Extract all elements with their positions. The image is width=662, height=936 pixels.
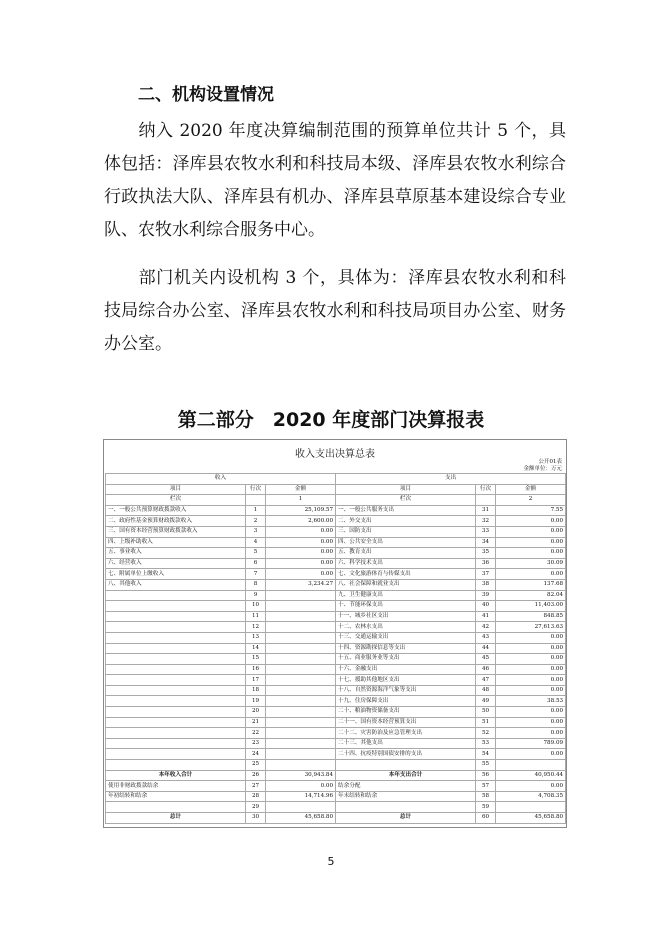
expense-amount-cell: 0.00 [496,664,566,675]
expense-item-cell: 二、外交支出 [336,516,476,527]
income-amount-cell: 2,600.00 [266,516,336,527]
expense-item-cell: 八、社会保障和就业支出 [336,579,476,590]
income-item-cell: 三、国有资本经营预算财政拨款收入 [106,526,246,537]
expense-row-no-cell: 43 [476,632,496,643]
expense-item-cell: 本年支出合计 [336,770,476,781]
income-amount-cell [266,664,336,675]
income-row-no-cell: 22 [246,728,266,739]
expense-section-label: 支出 [336,474,566,485]
expense-item-cell: 二十一、国有资本经营预算支出 [336,717,476,728]
expense-item-cell: 十九、住房保障支出 [336,696,476,707]
table-row [106,537,566,548]
expense-amount-cell: 137.68 [496,579,566,590]
expense-item-cell: 十五、商业服务业等支出 [336,654,476,665]
income-row-no-cell: 23 [246,738,266,749]
index-row-no-left [246,495,266,506]
income-amount-cell [266,802,336,813]
expense-amount-cell: 0.00 [496,685,566,696]
income-row-no-cell: 27 [246,781,266,792]
income-item-cell [106,707,246,718]
income-item-cell: 二、政府性基金预算财政拨款收入 [106,516,246,527]
income-row-no-cell: 8 [246,579,266,590]
expense-item-cell: 六、科学技术支出 [336,558,476,569]
expense-amount-cell: 848.85 [496,611,566,622]
expense-row-no-cell: 57 [476,781,496,792]
paragraph-internal-departments [104,262,566,361]
income-item-cell [106,654,246,665]
expense-item-cell: 五、教育支出 [336,548,476,559]
income-row-no-cell: 30 [246,813,266,824]
expense-amount-cell: 30.09 [496,558,566,569]
expense-item-cell: 二十三、其他支出 [336,738,476,749]
income-row-no-cell: 17 [246,675,266,686]
expense-amount-cell: 0.00 [496,526,566,537]
income-expense-table [105,473,566,824]
index-item-right: 栏次 [336,495,476,506]
header-amount-right: 金额 [496,484,566,495]
income-amount-cell [266,717,336,728]
table-row [106,791,566,802]
income-item-cell [106,685,246,696]
page-number: 5 [327,855,335,868]
table-row [106,781,566,792]
expense-item-cell: 十二、农林水支出 [336,622,476,633]
income-amount-cell [266,601,336,612]
table-row [106,728,566,739]
expense-amount-cell: 82.04 [496,590,566,601]
income-row-no-cell: 1 [246,505,266,516]
expense-row-no-cell: 38 [476,579,496,590]
expense-amount-cell: 0.00 [496,717,566,728]
index-amount-right: 2 [496,495,566,506]
table-row [106,664,566,675]
income-item-cell [106,622,246,633]
table-row [106,643,566,654]
part-title: 第二部分 2020 年度部门决算报表 [177,409,485,431]
income-amount-cell [266,622,336,633]
paragraph-budget-units-text: 纳入 2020 年度决算编制范围的预算单位共计 5 个，具体包括：泽库县农牧水利和科技局本级、泽库县农牧水利综合行政执法大队、泽库县有机办、泽库县草原基本建设综合专业队、农牧水利综合服务中心。 [104,121,566,240]
expense-item-cell: 十六、金融支出 [336,664,476,675]
income-amount-cell [266,590,336,601]
income-amount-cell [266,675,336,686]
header-item-left: 项目 [106,484,246,495]
expense-amount-cell: 45,658.80 [496,813,566,824]
table-row [106,738,566,749]
income-item-cell [106,760,246,771]
table-row [106,526,566,537]
table-title: 收入支出决算总表 [295,449,375,460]
income-row-no-cell: 13 [246,632,266,643]
table-column-header-row [106,484,566,495]
income-row-no-cell: 21 [246,717,266,728]
table-row [106,760,566,771]
income-item-cell [106,802,246,813]
expense-amount-cell: 0.00 [496,654,566,665]
expense-row-no-cell: 51 [476,717,496,728]
table-row [106,558,566,569]
income-row-no-cell: 26 [246,770,266,781]
expense-amount-cell: 7.55 [496,505,566,516]
expense-item-cell: 二十二、灾害防治及应急管理支出 [336,728,476,739]
income-amount-cell: 45,658.80 [266,813,336,824]
income-row-no-cell: 29 [246,802,266,813]
table-row [106,675,566,686]
expense-item-cell: 十、节能环保支出 [336,601,476,612]
expense-amount-cell: 0.00 [496,516,566,527]
income-row-no-cell: 9 [246,590,266,601]
income-row-no-cell: 12 [246,622,266,633]
income-amount-cell: 0.00 [266,537,336,548]
header-amount-left: 金额 [266,484,336,495]
income-item-cell [106,601,246,612]
income-item-cell: 四、上级补助收入 [106,537,246,548]
income-row-no-cell: 24 [246,749,266,760]
expense-item-cell: 一、一般公共服务支出 [336,505,476,516]
paragraph-budget-units [104,115,566,247]
income-amount-cell: 0.00 [266,548,336,559]
expense-item-cell: 结余分配 [336,781,476,792]
expense-row-no-cell: 47 [476,675,496,686]
expense-row-no-cell: 45 [476,654,496,665]
income-row-no-cell: 15 [246,654,266,665]
income-row-no-cell: 11 [246,611,266,622]
income-amount-cell [266,749,336,760]
income-item-cell: 五、事业收入 [106,548,246,559]
income-amount-cell: 14,714.96 [266,791,336,802]
header-row-no-left: 行次 [246,484,266,495]
income-item-cell [106,611,246,622]
expense-row-no-cell: 36 [476,558,496,569]
income-row-no-cell: 18 [246,685,266,696]
table-row [106,717,566,728]
table-row [106,622,566,633]
expense-row-no-cell: 55 [476,760,496,771]
income-item-cell: 六、经营收入 [106,558,246,569]
income-amount-cell [266,643,336,654]
income-item-cell [106,728,246,739]
table-row [106,516,566,527]
expense-row-no-cell: 54 [476,749,496,760]
header-row-no-right: 行次 [476,484,496,495]
expense-amount-cell [496,760,566,771]
expense-item-cell: 十七、援助其他地区支出 [336,675,476,686]
income-item-cell: 七、附属单位上缴收入 [106,569,246,580]
expense-row-no-cell: 40 [476,601,496,612]
income-row-no-cell: 20 [246,707,266,718]
table-row [106,611,566,622]
income-item-cell [106,749,246,760]
table-row [106,505,566,516]
income-item-cell: 年初结转和结余 [106,791,246,802]
table-section-header-row [106,474,566,485]
expense-amount-cell: 0.00 [496,749,566,760]
income-item-cell [106,696,246,707]
income-row-no-cell: 28 [246,791,266,802]
expense-item-cell: 二十四、抗疫特别国债安排的支出 [336,749,476,760]
income-row-no-cell: 4 [246,537,266,548]
income-item-cell [106,664,246,675]
income-item-cell: 本年收入合计 [106,770,246,781]
expense-item-cell: 七、文化旅游体育与传媒支出 [336,569,476,580]
expense-row-no-cell: 31 [476,505,496,516]
expense-item-cell: 二十、粮油物资储备支出 [336,707,476,718]
expense-row-no-cell: 34 [476,537,496,548]
expense-amount-cell: 11,403.00 [496,601,566,612]
income-amount-cell [266,685,336,696]
income-amount-cell: 25,109.57 [266,505,336,516]
expense-amount-cell: 0.00 [496,632,566,643]
table-row [106,802,566,813]
income-amount-cell [266,632,336,643]
income-row-no-cell: 5 [246,548,266,559]
expense-amount-cell: 0.00 [496,707,566,718]
income-amount-cell [266,707,336,718]
expense-row-no-cell: 50 [476,707,496,718]
income-row-no-cell: 10 [246,601,266,612]
table-row [106,579,566,590]
income-amount-cell: 0.00 [266,569,336,580]
expense-row-no-cell: 44 [476,643,496,654]
expense-amount-cell: 0.00 [496,781,566,792]
income-row-no-cell: 2 [246,516,266,527]
income-amount-cell [266,738,336,749]
expense-row-no-cell: 46 [476,664,496,675]
income-item-cell: 总计 [106,813,246,824]
income-row-no-cell: 14 [246,643,266,654]
expense-amount-cell: 40,950.44 [496,770,566,781]
index-amount-left: 1 [266,495,336,506]
income-item-cell: 一、一般公共预算财政拨款收入 [106,505,246,516]
income-expense-table-sheet [103,439,567,828]
table-row [106,569,566,580]
expense-item-cell: 十四、资源勘探信息等支出 [336,643,476,654]
income-item-cell [106,643,246,654]
expense-item-cell [336,802,476,813]
table-row [106,654,566,665]
expense-item-cell: 十一、城乡社区支出 [336,611,476,622]
income-amount-cell: 30,943.84 [266,770,336,781]
table-row [106,601,566,612]
expense-amount-cell: 789.09 [496,738,566,749]
expense-item-cell: 十八、自然资源海洋气象等支出 [336,685,476,696]
table-row [106,685,566,696]
income-item-cell: 八、其他收入 [106,579,246,590]
expense-item-cell: 十三、交通运输支出 [336,632,476,643]
income-amount-cell [266,696,336,707]
expense-amount-cell: 0.00 [496,675,566,686]
income-row-no-cell: 3 [246,526,266,537]
income-row-no-cell: 6 [246,558,266,569]
expense-amount-cell: 0.00 [496,643,566,654]
expense-row-no-cell: 32 [476,516,496,527]
expense-row-no-cell: 33 [476,526,496,537]
expense-row-no-cell: 56 [476,770,496,781]
income-amount-cell [266,611,336,622]
table-row [106,813,566,824]
expense-amount-cell: 0.00 [496,569,566,580]
income-item-cell [106,717,246,728]
expense-row-no-cell: 60 [476,813,496,824]
expense-amount-cell: 0.00 [496,728,566,739]
expense-amount-cell: 38.53 [496,696,566,707]
expense-row-no-cell: 39 [476,590,496,601]
income-row-no-cell: 19 [246,696,266,707]
expense-row-no-cell: 35 [476,548,496,559]
expense-item-cell: 总计 [336,813,476,824]
table-column-index-row [106,495,566,506]
expense-row-no-cell: 42 [476,622,496,633]
expense-row-no-cell: 52 [476,728,496,739]
table-unit: 金额单位：万元 [523,466,562,472]
income-row-no-cell: 7 [246,569,266,580]
income-amount-cell: 3,234.27 [266,579,336,590]
index-row-no-right [476,495,496,506]
expense-amount-cell [496,802,566,813]
table-row [106,548,566,559]
expense-item-cell [336,760,476,771]
income-section-label: 收入 [106,474,336,485]
income-amount-cell [266,654,336,665]
income-amount-cell: 0.00 [266,558,336,569]
income-item-cell [106,738,246,749]
paragraph-internal-departments-text: 部门机关内设机构 3 个，具体为：泽库县农牧水利和科技局综合办公室、泽库县农牧水利和科技局项目办公室、财务办公室。 [104,268,566,354]
table-row [106,770,566,781]
expense-amount-cell: 0.00 [496,548,566,559]
index-item-left: 栏次 [106,495,246,506]
section-heading: 二、机构设置情况 [138,85,274,105]
income-row-no-cell: 16 [246,664,266,675]
expense-row-no-cell: 37 [476,569,496,580]
table-row [106,707,566,718]
expense-amount-cell: 27,613.63 [496,622,566,633]
income-amount-cell: 0.00 [266,526,336,537]
expense-item-cell: 四、公共安全支出 [336,537,476,548]
expense-row-no-cell: 53 [476,738,496,749]
income-amount-cell: 0.00 [266,781,336,792]
table-row [106,590,566,601]
table-row [106,749,566,760]
income-item-cell [106,590,246,601]
table-row [106,696,566,707]
income-amount-cell [266,728,336,739]
income-item-cell: 使用非财政拨款结余 [106,781,246,792]
income-amount-cell [266,760,336,771]
expense-item-cell: 三、国防支出 [336,526,476,537]
expense-amount-cell: 0.00 [496,537,566,548]
income-row-no-cell: 25 [246,760,266,771]
expense-row-no-cell: 49 [476,696,496,707]
expense-row-no-cell: 48 [476,685,496,696]
expense-item-cell: 九、卫生健康支出 [336,590,476,601]
expense-item-cell: 年末结转和结余 [336,791,476,802]
income-item-cell [106,675,246,686]
table-row [106,632,566,643]
expense-row-no-cell: 59 [476,802,496,813]
expense-row-no-cell: 58 [476,791,496,802]
income-item-cell [106,632,246,643]
expense-amount-cell: 4,708.35 [496,791,566,802]
expense-row-no-cell: 41 [476,611,496,622]
header-item-right: 项目 [336,484,476,495]
table-form-number: 公开01表 [538,459,562,465]
